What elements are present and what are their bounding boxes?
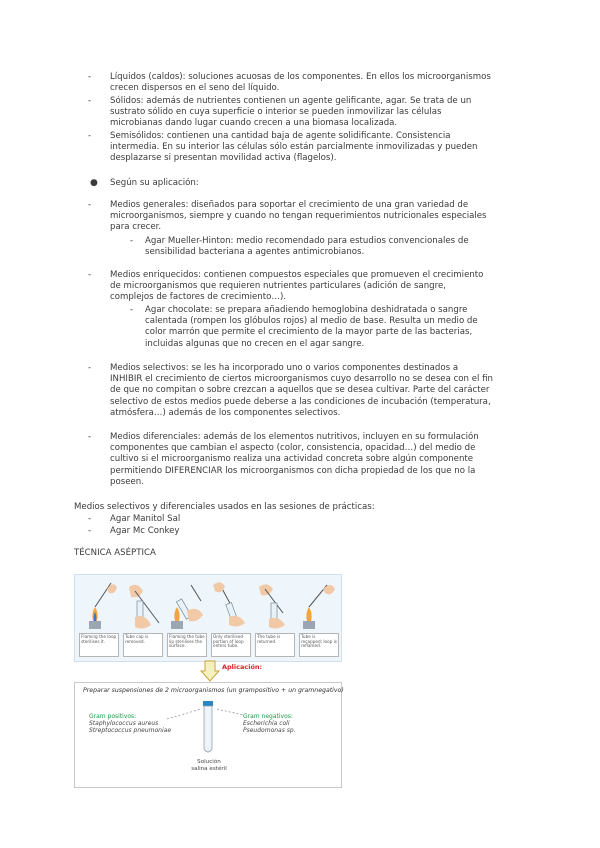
text-line: permitiendo DIFERENCIAR los microorganismos con dicha propiedad de los que no la: [110, 465, 476, 476]
text-line: complejos de factores de crecimiento…).: [110, 292, 287, 303]
organism-item: Streptococcus pneumoniae: [89, 727, 172, 735]
list-dash: -: [88, 72, 92, 82]
text-line: color marrón que permite el crecimiento de la mayor parte de las bacterias,: [145, 327, 473, 338]
organism-item: Staphylococcus aureus: [89, 720, 159, 728]
loop-into-tube-illustration: [209, 577, 251, 631]
gram-positive-group: [89, 713, 171, 735]
procedure-illustration-strip: [74, 574, 342, 662]
text-line: intermedia. En su interior las células sólo están parcialmente inmovilizadas y pueden: [110, 142, 478, 153]
text-line: microbianas dando lugar cuando crecen a una biomasa localizada.: [110, 118, 398, 129]
flame-loop-illustration: [77, 577, 119, 631]
list-dash: -: [88, 131, 92, 141]
aplicacion-label: Aplicación:: [222, 663, 263, 671]
bullet-dot: ●: [90, 178, 98, 188]
text-line: de microorganismos que requieren nutrientes particulares (adición de sangre,: [110, 281, 446, 292]
text-line: Sólidos: además de nutrientes contienen un agente gelificante, agar. Se trata de un: [110, 96, 472, 106]
step-caption: Tube is recapped; loop is reflamed.: [299, 633, 339, 657]
flame-tube-lip-illustration: [165, 577, 207, 631]
practica-item: Agar Manitol Sal: [110, 514, 181, 524]
list-item-enriquecidos: [110, 270, 528, 304]
list-item-generales: [110, 200, 528, 234]
text-line: calentada (rompen los glóbulos rojos) al medio de base. Resulta un medio de: [145, 316, 478, 327]
text-line: Líquidos (caldos): soluciones acuosas de los componentes. En ellos los microorganismos: [110, 72, 491, 82]
text-line: de que no compitan o sobre crezcan a aquellos que se desea cultivar. Parte del carácter: [110, 385, 490, 396]
text-line: para crecer.: [110, 222, 162, 233]
text-line: Agar Mueller-Hinton: medio recomendado para estudios convencionales de: [145, 236, 469, 246]
text-line: atmósfera…) además de los componentes selectivos.: [110, 407, 341, 418]
remove-cap-illustration: [121, 577, 163, 631]
text-line: crecen dispersos en el seno del líquido.: [110, 83, 280, 94]
text-line: Medios enriquecidos: contienen compuestos especiales que promueven el crecimiento: [110, 270, 484, 280]
step-caption: Flaming the tube lip sterilises the surface.: [167, 633, 207, 657]
gram-negative-group: [243, 713, 296, 735]
sublist-agar-chocolate: [145, 305, 528, 350]
step-caption: Tube cap is removed.: [123, 633, 163, 657]
solution-line: salina estéril: [191, 765, 227, 772]
list-dash: -: [88, 432, 92, 442]
list-dash: -: [88, 96, 92, 106]
sublist-mueller-hinton: [145, 236, 528, 258]
list-item-selectivos: [110, 363, 528, 419]
gram-positive-label: Gram positivos:: [89, 713, 137, 720]
list-dash: -: [130, 305, 134, 315]
organism-item: Pseudomonas sp.: [243, 727, 296, 735]
text-line: componentes que cambian el aspecto (color, consistencia, opacidad…) del medio de: [110, 443, 476, 454]
organism-item: Escherichia coli: [243, 720, 290, 728]
text-line: sustrato sólido en cuya superficie o interior se pueden inmovilizar las células: [110, 107, 442, 118]
list-dash: -: [88, 200, 92, 210]
text-line: microorganismos, siempre y cuando no tengan requerimientos nutricionales especiales: [110, 211, 487, 222]
solution-line: Solución: [197, 759, 221, 765]
text-line: selectivo de estos medios puede deberse a las condiciones de incubación (temperatura,: [110, 396, 491, 407]
text-line: Medios generales: diseñados para soportar el crecimiento de una gran variedad de: [110, 200, 469, 210]
application-title: Preparar suspensiones de 2 microorganismos (un grampositivo + un gramnegativo): [83, 687, 344, 694]
step-caption: Only sterilised portion of loop enters tube.: [211, 633, 251, 657]
solution-label: [187, 759, 231, 772]
list-item-liquidos: [110, 72, 528, 94]
text-line: incluidas algunas que no crecen en el agar sangre.: [145, 338, 365, 349]
text-line: Medios diferenciales: además de los elementos nutritivos, incluyen en su formulación: [110, 432, 479, 442]
practica-item: Agar Mc Conkey: [110, 526, 180, 536]
section-heading-aplicacion: Según su aplicación:: [110, 178, 199, 188]
list-dash: -: [130, 236, 134, 246]
text-line: desplazarse si presentan movilidad activa (flagelos).: [110, 153, 337, 164]
text-line: Semisólidos: contienen una cantidad baja de agente solidificante. Consistencia: [110, 131, 451, 141]
return-tube-illustration: [253, 577, 295, 631]
list-item-solidos: [110, 96, 528, 130]
text-line: poseen.: [110, 476, 144, 487]
step-caption: The tube is returned.: [255, 633, 295, 657]
text-line: cultivo si el microorganismo realiza una actividad concreta sobre algún componente: [110, 454, 474, 465]
list-dash: -: [88, 363, 92, 373]
step-caption: Flaming the loop sterilises it.: [79, 633, 119, 657]
text-line: INHIBIR el crecimiento de ciertos microorganismos cuyo desarrollo no se desea con el fin: [110, 374, 494, 385]
text-line: sensibilidad bacteriana a agentes antimicrobianos.: [145, 247, 365, 258]
application-box: [74, 682, 342, 788]
section-title-tecnica-aseptica: TÉCNICA ASÉPTICA: [74, 548, 156, 558]
gram-negative-label: Gram negativos:: [243, 713, 293, 720]
list-dash: -: [88, 514, 92, 524]
down-arrow-icon: [200, 660, 220, 682]
list-dash: -: [88, 270, 92, 280]
reflame-loop-illustration: [297, 577, 339, 631]
aseptic-technique-figure: [74, 574, 344, 786]
practicas-intro: Medios selectivos y diferenciales usados en las sesiones de prácticas:: [74, 502, 375, 512]
list-dash: -: [88, 526, 92, 536]
list-item-diferenciales: [110, 432, 528, 488]
text-line: Medios selectivos: se les ha incorporado uno o varios componentes destinados a: [110, 363, 459, 373]
list-item-semisolidos: [110, 131, 528, 165]
text-line: Agar chocolate: se prepara añadiendo hemoglobina deshidratada o sangre: [145, 305, 468, 315]
